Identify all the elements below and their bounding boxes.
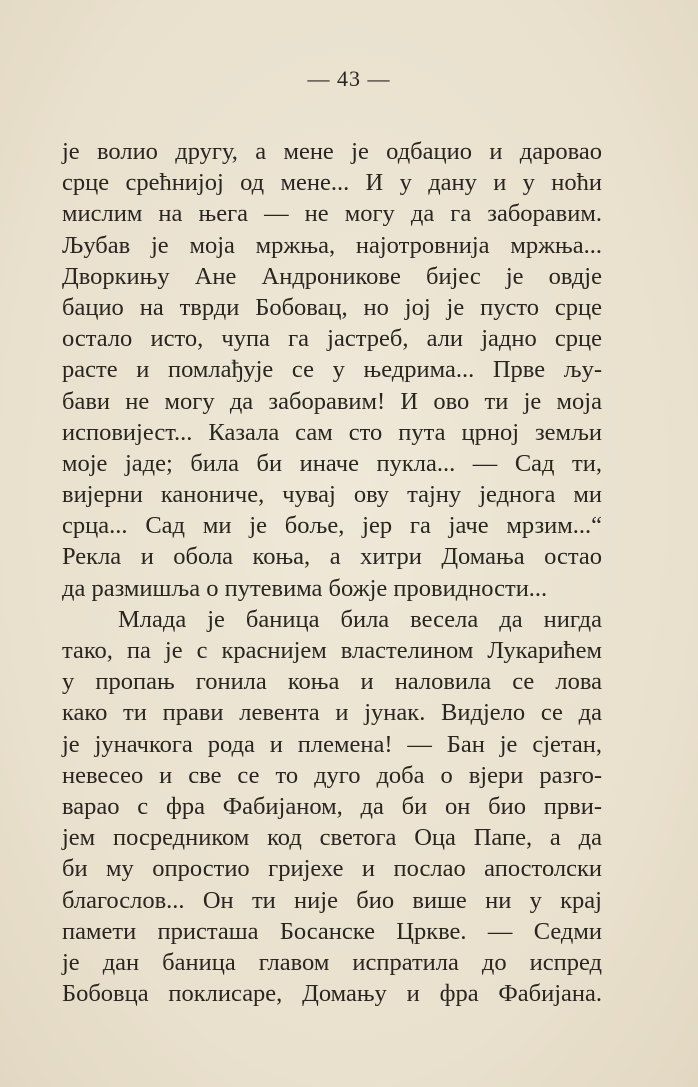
page-number: — 43 — xyxy=(307,66,391,91)
text-line: остало исто, чупа га јастреб, али јадно срце xyxy=(62,325,602,353)
text-line: моје јаде; била би иначе пукла... — Сад ти, xyxy=(62,449,602,477)
text-line: је дан баница главом испратила до испред xyxy=(62,948,602,976)
text-line: у пропањ гонила коња и наловила се лова xyxy=(62,668,602,696)
text-line: расте и помлађује се у њедрима... Прве љу- xyxy=(62,356,602,384)
text-line: бави не могу да заборавим! И ово ти је моја xyxy=(62,387,602,415)
text-line: вијерни канониче, чувај ову тајну једнога ми xyxy=(62,481,602,509)
text-line: Млада је баница била весела да нигда xyxy=(118,605,602,633)
text-line: би му опростио гријехе и послао апостолски xyxy=(62,855,602,883)
text-line: мислим на њега — не могу да га заборавим. xyxy=(62,200,602,228)
text-line: да размишља о путевима божје провидности... xyxy=(62,574,548,602)
text-line: Дворкињу Ане Андрониковe бијес је овдје xyxy=(62,262,602,290)
text-line: јем посредником код светога Оца Папе, а да xyxy=(62,824,602,852)
text-line: бацио на тврди Бобовац, но јој је пусто срце xyxy=(62,293,602,321)
text-line: Љубав је моја мржња, најотровнија мржња... xyxy=(62,231,602,259)
text-line: Бобовца поклисаре, Домању и фра Фабијана. xyxy=(62,980,602,1008)
text-line: благослов... Он ти није био више ни у крај xyxy=(62,886,602,914)
text-line: Рекла и обола коња, а хитри Домања остао xyxy=(62,543,602,571)
text-line: срце срећнијој од мене... И у дану и у ноћи xyxy=(62,169,602,197)
text-line: варао с фра Фабијаном, да би он био први- xyxy=(62,792,602,820)
body-text xyxy=(62,136,602,1009)
text-line: како ти прави левента и јунак. Видјело се да xyxy=(62,699,602,727)
text-line: исповијест... Казала сам сто пута црној земљи xyxy=(62,418,602,446)
text-line: невесео и све се то дуго доба о вјери разго- xyxy=(62,761,602,789)
text-line: тако, па је с краснијем властелином Лукарићем xyxy=(62,637,602,664)
text-line: је јуначкога рода и племена! — Бан је сјетан, xyxy=(62,730,602,758)
text-line: памети присташа Босанске Цркве. — Седми xyxy=(62,917,602,945)
text-line: срца... Сад ми је боље, јер га јаче мрзим...“ xyxy=(62,512,602,540)
text-line: је волио другу, а мене је одбацио и даровао xyxy=(62,138,602,165)
